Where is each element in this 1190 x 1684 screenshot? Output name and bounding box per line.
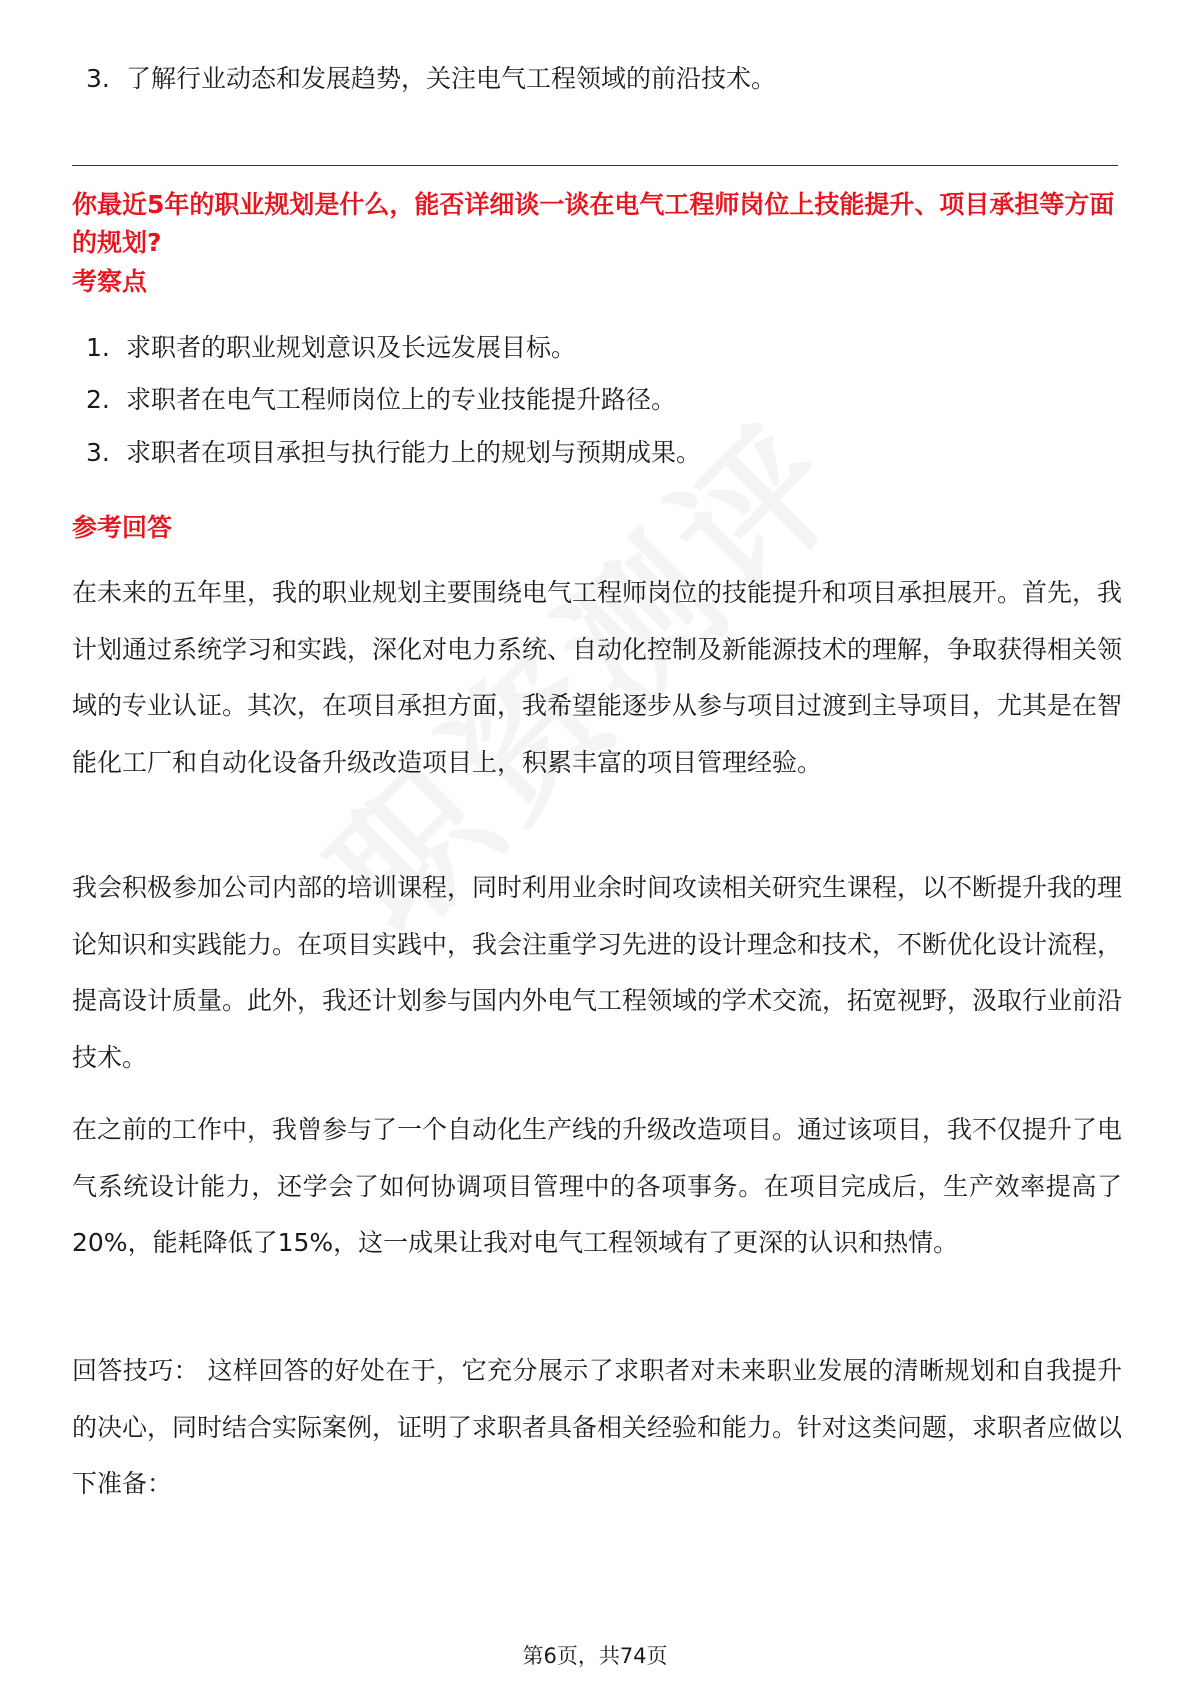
section-divider <box>72 165 1118 166</box>
answer-paragraph: 我会积极参加公司内部的培训课程，同时利用业余时间攻读相关研究生课程，以不断提升我的理论知识和实践能力。在项目实践中，我会注重学习先进的设计理念和技术，不断优化设计流程，提高设计质量。此外，我还计划参与国内外电气工程领域的学术交流，拓宽视野，汲取行业前沿技术。 <box>72 873 1123 1072</box>
answer-paragraph: 在之前的工作中，我曾参与了一个自动化生产线的升级改造项目。通过该项目，我不仅提升了电气系统设计能力，还学会了如何协调项目管理中的各项事务。在项目完成后，生产效率提高了20%，能耗降低了15%，这一成果让我对电气工程领域有了更深的认识和热情。 <box>72 1115 1123 1257</box>
list-text: 求职者在项目承担与执行能力上的规划与预期成果。 <box>126 438 702 467</box>
page-number: 第6页，共74页 <box>522 1644 668 1668</box>
points-heading: 考察点 <box>72 267 148 296</box>
list-item <box>86 383 676 417</box>
list-item <box>86 436 701 470</box>
list-item <box>86 62 776 96</box>
tips-paragraph: 回答技巧： 这样回答的好处在于，它充分展示了求职者对未来职业发展的清晰规划和自我提升的决心，同时结合实际案例，证明了求职者具备相关经验和能力。针对这类问题，求职者应做以下准备： <box>72 1356 1123 1498</box>
list-number: 3. <box>86 438 110 467</box>
answer-heading: 参考回答 <box>72 513 173 542</box>
list-number: 1. <box>86 333 110 362</box>
list-number: 3. <box>86 64 110 93</box>
answer-paragraph: 在未来的五年里，我的职业规划主要围绕电气工程师岗位的技能提升和项目承担展开。首先，我计划通过系统学习和实践，深化对电力系统、自动化控制及新能源技术的理解，争取获得相关领域的专业认证。其次，在项目承担方面，我希望能逐步从参与项目过渡到主导项目，尤其是在智能化工厂和自动化设备升级改造项目上，积累丰富的项目管理经验。 <box>72 578 1123 777</box>
list-number: 2. <box>86 385 110 414</box>
list-text: 求职者的职业规划意识及长远发展目标。 <box>126 333 577 362</box>
list-item <box>86 331 576 365</box>
list-text: 了解行业动态和发展趋势，关注电气工程领域的前沿技术。 <box>126 64 777 93</box>
interview-question: 你最近5年的职业规划是什么，能否详细谈一谈在电气工程师岗位上技能提升、项目承担等方面的规划? <box>72 190 1115 257</box>
list-text: 求职者在电气工程师岗位上的专业技能提升路径。 <box>126 385 677 414</box>
